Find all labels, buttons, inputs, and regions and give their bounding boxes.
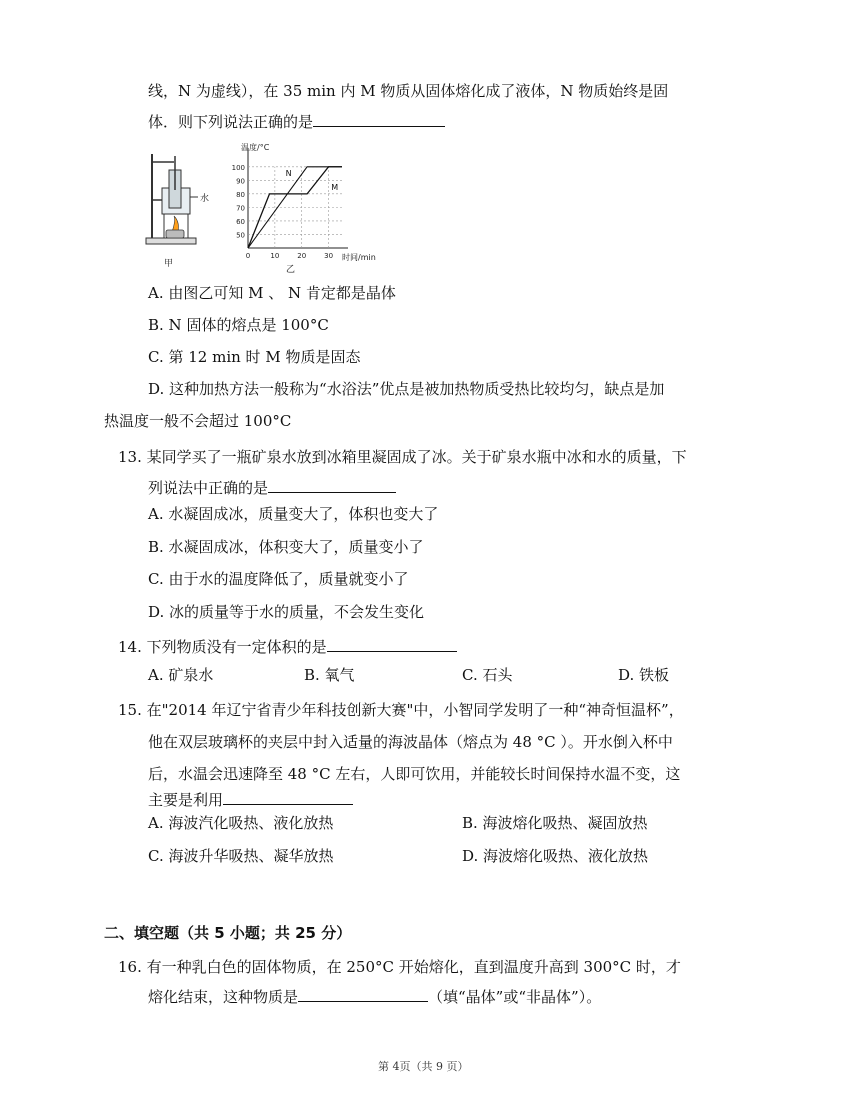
q12-line2 xyxy=(148,110,445,133)
jia-label: 甲 xyxy=(164,259,174,269)
q16-line1: 16. 有一种乳白色的固体物质，在 250°C 开始熔化，直到温度升高到 300°C 时，才 xyxy=(118,958,681,976)
q14-option-b[interactable]: B. 氧气 xyxy=(304,666,355,684)
q15-option-c[interactable]: C. 海波升华吸热、凝华放热 xyxy=(148,847,334,865)
water-label: 水 xyxy=(200,194,210,204)
q16-line2-post: （填“晶体”或“非晶体”）。 xyxy=(428,988,602,1006)
q12-option-a[interactable]: A. 由图乙可知 M 、 N 肯定都是晶体 xyxy=(148,284,396,302)
q14-option-d[interactable]: D. 铁板 xyxy=(618,666,670,684)
y-tick-label: 90 xyxy=(236,177,245,186)
q12-figure-svg xyxy=(140,140,390,275)
q14-line1-text: 14. 下列物质没有一定体积的是 xyxy=(118,638,327,656)
q12-option-d-cont: 热温度一般不会超过 100°C xyxy=(104,412,292,430)
q12-line1: 线，N 为虚线），在 35 min 内 M 物质从固体熔化成了液体，N 物质始终是固 xyxy=(148,82,669,100)
q14-option-a[interactable]: A. 矿泉水 xyxy=(148,666,214,684)
q16-line2-pre: 熔化结束，这种物质是 xyxy=(148,988,299,1006)
x-tick-label: 30 xyxy=(324,252,334,260)
q16-answer-blank[interactable] xyxy=(298,985,428,1002)
q13-option-d[interactable]: D. 冰的质量等于水的质量，不会发生变化 xyxy=(148,603,425,621)
curve-n-label: N xyxy=(285,169,292,179)
q12-option-d[interactable]: D. 这种加热方法一般称为“水浴法”优点是被加热物质受热比较均匀，缺点是加 xyxy=(148,380,665,398)
temperature-time-graph xyxy=(232,148,348,260)
section-title-fill-blank: 二、填空题（共 5 小题；共 25 分） xyxy=(104,924,352,942)
q12-option-b[interactable]: B. N 固体的熔点是 100°C xyxy=(148,316,329,334)
q12-line2-text: 体．则下列说法正确的是 xyxy=(148,113,314,131)
x-tick-label: 10 xyxy=(270,252,280,260)
page-footer: 第 4页（共 9 页） xyxy=(378,1060,469,1073)
y-tick-label: 100 xyxy=(231,163,245,172)
q12-answer-blank[interactable] xyxy=(313,110,445,127)
q12-figure xyxy=(140,140,390,279)
y-axis-label: 温度/°C xyxy=(241,143,270,152)
apparatus-jia xyxy=(146,154,198,244)
q15-option-a[interactable]: A. 海波汽化吸热、液化放热 xyxy=(148,814,334,832)
q13-option-a[interactable]: A. 水凝固成冰，质量变大了，体积也变大了 xyxy=(148,505,439,523)
curve-m xyxy=(248,167,342,248)
curve-n xyxy=(248,167,342,248)
q16-line2 xyxy=(148,985,601,1008)
yi-label: 乙 xyxy=(286,265,296,275)
y-tick-label: 80 xyxy=(236,190,245,199)
q13-line1: 13. 某同学买了一瓶矿泉水放到冰箱里凝固成了冰。关于矿泉水瓶中冰和水的质量，下 xyxy=(118,448,687,466)
q13-answer-blank[interactable] xyxy=(268,476,396,493)
q13-option-b[interactable]: B. 水凝固成冰，体积变大了，质量变小了 xyxy=(148,538,424,556)
q13-line2-text: 列说法中正确的是 xyxy=(148,479,269,497)
q13-line2 xyxy=(148,476,396,499)
q14-line1 xyxy=(118,635,457,658)
q15-line4 xyxy=(148,788,353,811)
x-tick-label: 0 xyxy=(245,252,251,260)
y-tick-label: 50 xyxy=(236,231,245,240)
q14-option-c[interactable]: C. 石头 xyxy=(462,666,513,684)
q15-line2: 他在双层玻璃杯的夹层中封入适量的海波晶体（熔点为 48 °C ）。开水倒入杯中 xyxy=(148,733,673,751)
q14-answer-blank[interactable] xyxy=(327,635,457,652)
q12-option-c[interactable]: C. 第 12 min 时 M 物质是固态 xyxy=(148,348,361,366)
x-axis-label: 时间/min xyxy=(342,253,376,262)
curve-m-label: M xyxy=(331,182,339,192)
q15-line3: 后，水温会迅速降至 48 °C 左右，人即可饮用，并能较长时间保持水温不变，这 xyxy=(148,765,681,783)
q15-option-b[interactable]: B. 海波熔化吸热、凝固放热 xyxy=(462,814,648,832)
y-tick-label: 60 xyxy=(236,217,245,226)
q15-line4-text: 主要是利用 xyxy=(148,791,224,809)
q15-line1: 15. 在"2014 年辽宁省青少年科技创新大赛"中，小智同学发明了一种“神奇恒温杯”， xyxy=(118,701,684,719)
q15-answer-blank[interactable] xyxy=(223,788,353,805)
y-tick-label: 70 xyxy=(236,204,245,213)
x-tick-label: 20 xyxy=(297,252,307,260)
q15-option-d[interactable]: D. 海波熔化吸热、液化放热 xyxy=(462,847,649,865)
q13-option-c[interactable]: C. 由于水的温度降低了，质量就变小了 xyxy=(148,570,409,588)
